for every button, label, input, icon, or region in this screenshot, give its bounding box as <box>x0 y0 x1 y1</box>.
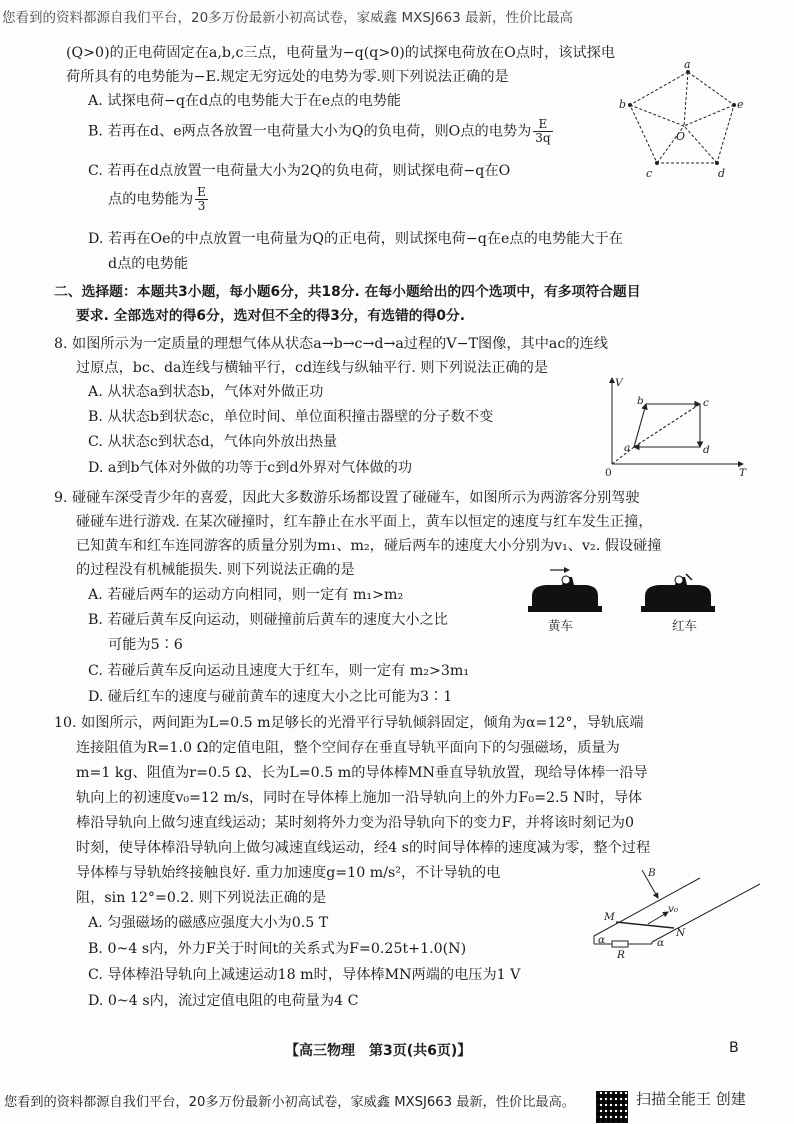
q7-option-b-fraction <box>533 118 552 145</box>
q10-line2: 连接阻值为R=1.0 Ω的定值电阻，整个空间存在垂直导轨平面向下的匀强磁场，质量为 <box>76 740 620 756</box>
q10-line6: 时刻，使导体棒沿导轨向上做匀减速直线运动，经4 s的时间导体棒的速度减为零，整个过程 <box>76 840 651 856</box>
label-b: b <box>619 98 627 111</box>
point-b <box>628 103 632 107</box>
label-c: c <box>703 397 709 409</box>
q9-line3: 已知黄车和红车连同游客的质量分别为m₁、m₂，碰后两车的速度大小分别为v₁、v₂. 假设碰撞 <box>76 538 662 554</box>
yellow-car <box>528 567 602 612</box>
label-V: V <box>615 377 623 389</box>
pentagon-edges <box>630 72 734 163</box>
incline-rails-figure <box>582 864 767 959</box>
cycle-path <box>634 404 700 447</box>
section2-line1: 二、选择题：本题共3小题，每小题6分，共18分. 在每小题给出的四个选项中，有多项符合题目 <box>54 284 641 300</box>
q9-line4: 的过程没有机械能损失. 则下列说法正确的是 <box>76 562 355 578</box>
scanner-label: 扫描全能王 创建 <box>636 1090 746 1108</box>
q7-option-c-fraction <box>195 186 208 213</box>
label-d: d <box>718 167 726 180</box>
fraction-numerator: E <box>533 118 552 132</box>
red-car <box>641 574 715 612</box>
point-d <box>715 161 719 165</box>
q9-option-d: D. 碰后红车的速度与碰前黄车的速度大小之比可能为3∶1 <box>88 689 453 705</box>
label-c: c <box>646 167 653 180</box>
q10-option-c: C. 导体棒沿导轨向上减速运动18 m时，导体棒MN两端的电压为1 V <box>88 967 521 983</box>
q8-line2: 过原点，bc、da连线与横轴平行，cd连线与纵轴平行. 则下列说法正确的是 <box>76 360 549 376</box>
label-b: b <box>637 395 644 407</box>
q10-option-b: B. 0~4 s内，外力F关于时间t的关系式为F=0.25t+1.0(N) <box>88 941 467 957</box>
q10-line1: 10. 如图所示，两间距为L=0.5 m足够长的光滑平行导轨倾斜固定，倾角为α=12°，导轨底端 <box>54 715 644 731</box>
label-R: R <box>617 949 625 959</box>
q9-line1: 9. 碰碰车深受青少年的喜爱，因此大多数游乐场都设置了碰碰车，如图所示为两游客分别驾驶 <box>54 490 640 506</box>
label-a: a <box>624 442 631 454</box>
q10-line3: m=1 kg、阻值为r=0.5 Ω、长为L=0.5 m的导体棒MN垂直导轨放置，现给导体棒一沿导 <box>76 765 648 781</box>
label-O: O <box>676 130 686 143</box>
q9-option-a: A. 若碰后两车的运动方向相同，则一定有 m₁>m₂ <box>88 587 404 603</box>
conductor-MN <box>616 922 674 928</box>
red-car-label: 红车 <box>672 618 698 633</box>
q9-option-c: C. 若碰后黄车反向运动且速度大于红车，则一定有 m₂>3m₁ <box>88 663 470 679</box>
qr-code-icon <box>596 1091 628 1123</box>
q7-option-c-line2 <box>108 186 208 213</box>
q8-option-d: D. a到b气体对外做的功等于c到d外界对气体做的功 <box>88 460 413 476</box>
paper-version: B <box>729 1040 739 1056</box>
q9-option-b-line1: B. 若碰后黄车反向运动，则碰撞前后黄车的速度大小之比 <box>88 612 448 628</box>
q10-line8: 阻，sin 12°=0.2. 则下列说法正确的是 <box>76 890 327 906</box>
label-e: e <box>737 98 744 111</box>
page-footer: 【高三物理 第3页(共6页)】 <box>285 1043 472 1059</box>
label-alpha: α <box>598 934 606 946</box>
bumper-cars-figure <box>520 566 735 618</box>
q7-option-b-text: B. 若再在d、e两点各放置一电荷量大小为Q的负电荷，则O点的电势为 <box>88 123 532 140</box>
q7-line3: 荷所具有的电势能为−E.规定无穷远处的电势为零.则下列说法正确的是 <box>66 69 509 85</box>
label-v0: v₀ <box>668 903 679 915</box>
q7-option-a: A. 试探电荷−q在d点的电势能大于在e点的电势能 <box>88 93 402 109</box>
q10-line5: 棒沿导轨向上做匀速直线运动；某时刻将外力变为沿导轨向下的变力F，并将该时刻记为0 <box>76 815 634 831</box>
q8-line1: 8. 如图所示为一定质量的理想气体从状态a→b→c→d→a过程的V−T图像，其中ac的连线 <box>54 336 608 352</box>
label-origin: 0 <box>605 467 612 479</box>
q9-line2: 碰碰车进行游戏. 在某次碰撞时，红车静止在水平面上，黄车以恒定的速度与红车发生正撞， <box>76 514 653 530</box>
section2-line2: 要求. 全部选对的得6分，选对但不全的得3分，有选错的得0分. <box>76 308 466 324</box>
q8-option-a: A. 从状态a到状态b，气体对外做正功 <box>88 384 324 400</box>
v0-arrow <box>648 912 668 924</box>
q7-option-b <box>88 118 553 145</box>
label-M: M <box>604 911 615 923</box>
q7-option-d-line1: D. 若再在Oe的中点放置一电荷量为Q的正电荷，则试探电荷−q在e点的电势能大于在 <box>88 231 623 247</box>
label-B: B <box>648 867 656 879</box>
label-N: N <box>676 927 686 939</box>
label-d: d <box>703 444 710 456</box>
vt-graph <box>600 372 750 480</box>
point-e <box>732 103 736 107</box>
q8-option-b: B. 从状态b到状态c，单位时间、单位面积撞击器壁的分子数不变 <box>88 409 494 425</box>
fraction-numerator: E <box>197 185 206 199</box>
pentagon-figure <box>612 60 752 185</box>
label-T: T <box>739 467 747 479</box>
q7-option-c-text: 点的电势能为 <box>108 191 194 208</box>
q7-option-c-line1: C. 若再在d点放置一电荷量大小为2Q的负电荷，则试探电荷−q在O <box>88 163 511 179</box>
q10-line7: 导体棒与导轨始终接触良好. 重力加速度g=10 m/s²，不计导轨的电 <box>76 865 501 881</box>
q9-option-b-line2: 可能为5∶6 <box>108 637 183 653</box>
q7-line2: (Q>0)的正电荷固定在a,b,c三点，电荷量为−q(q>0)的试探电荷放在O点时，该试探电 <box>66 45 616 61</box>
q8-option-c: C. 从状态c到状态d，气体向外放出热量 <box>88 434 338 450</box>
q10-line4: 轨向上的初速度v₀=12 m/s，同时在导体棒上施加一沿导轨向上的外力F₀=2.5 N时，导体 <box>76 790 643 806</box>
fraction-denominator: 3q <box>535 131 551 145</box>
q7-option-d-line2: d点的电势能 <box>108 256 189 272</box>
origin-dash <box>612 447 634 464</box>
q10-option-a: A. 匀强磁场的磁感应强度大小为0.5 T <box>88 915 329 931</box>
q10-option-d: D. 0~4 s内，流过定值电阻的电荷量为4 C <box>88 993 359 1009</box>
watermark-bottom: 您看到的资料都源自我们平台，20多万份最新小初高试卷，家威鑫 MXSJ663 最新，性价比最高。 <box>4 1095 575 1110</box>
label-alpha-2: α <box>657 937 665 949</box>
yellow-car-label: 黄车 <box>548 618 574 633</box>
fraction-denominator: 3 <box>197 199 206 213</box>
watermark-top: 您看到的资料都源自我们平台，20多万份最新小初高试卷，家威鑫 MXSJ663 最新，性价比最高 <box>2 10 573 26</box>
label-a: a <box>684 60 691 71</box>
point-c <box>655 161 659 165</box>
